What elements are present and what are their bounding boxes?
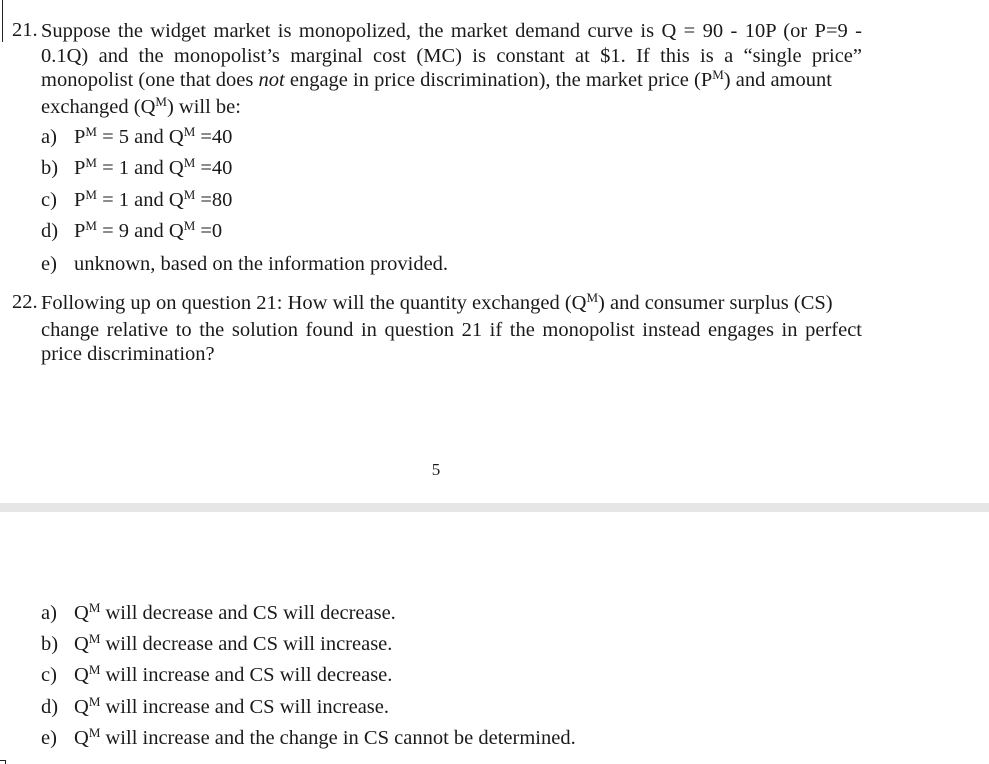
question-number: 21. (12, 19, 38, 41)
question-stem-line (41, 68, 862, 95)
question-stem-line: 0.1Q) and the monopolist’s marginal cost (MC) is constant at $1. If this is a “single price” (41, 44, 862, 67)
text-run: engage in price discrimination), the market price (P (284, 69, 713, 91)
text-run: monopolist (one that does (41, 69, 259, 91)
text-run: Q (74, 664, 89, 686)
superscript: M (85, 155, 97, 170)
text-run: P (74, 220, 86, 242)
superscript: M (88, 725, 101, 740)
text-run: will decrease and CS will increase. (100, 633, 393, 655)
superscript: M (88, 600, 101, 615)
question-22 (12, 291, 862, 367)
superscript: M (586, 290, 599, 305)
text-run: Following up on question 21: How will the quantity exchanged (Q (41, 292, 587, 314)
option-label: b) (41, 633, 59, 655)
text-run: exchanged (Q (41, 95, 156, 118)
text-run: will increase and the change in CS cannot be determined. (100, 727, 576, 749)
text-run: = 5 and Q (96, 126, 184, 148)
answer-option (41, 601, 396, 627)
question-number: 22. (12, 291, 38, 313)
answer-option (41, 156, 232, 182)
text-run: P (74, 189, 86, 211)
question-stem (41, 19, 862, 121)
text-run: ) and amount (723, 69, 832, 91)
question-stem (41, 291, 862, 367)
text-run: P (74, 126, 86, 148)
answer-option (41, 252, 448, 276)
text-run: Q (74, 633, 89, 655)
text-run: P (74, 157, 86, 179)
superscript: M (183, 155, 196, 170)
answer-option (41, 219, 222, 245)
text-run: =40 (195, 126, 233, 148)
answer-option (41, 726, 576, 752)
option-label: e) (41, 727, 57, 749)
superscript: M (712, 67, 724, 82)
answer-option (41, 188, 232, 214)
superscript: M (85, 187, 97, 202)
text-run: = 1 and Q (96, 157, 184, 179)
superscript: M (183, 124, 196, 139)
option-label: a) (41, 126, 57, 148)
question-stem-line: Suppose the widget market is monopolized, the market demand curve is Q = 90 - 10P (or P=9 - (41, 20, 862, 42)
text-run: will increase and CS will increase. (100, 696, 389, 718)
text-run: =40 (195, 157, 233, 179)
text-run: Q (74, 696, 89, 718)
option-label: e) (41, 253, 57, 275)
option-label: b) (41, 157, 59, 179)
answer-option (41, 632, 392, 658)
text-run: unknown, based on the information provided. (74, 253, 449, 275)
text-run: =0 (195, 220, 223, 242)
superscript: M (85, 124, 97, 139)
answer-option (41, 695, 389, 721)
option-label: a) (41, 602, 57, 624)
superscript: M (183, 187, 196, 202)
superscript: M (183, 218, 196, 233)
superscript: M (85, 218, 97, 233)
question-stem-line: change relative to the solution found in question 21 if the monopolist instead engages in perfect (41, 318, 862, 341)
text-run: will decrease and CS will decrease. (100, 602, 396, 624)
superscript: M (155, 93, 167, 109)
page-margin-mark (5, 760, 6, 764)
answer-option (41, 125, 232, 151)
option-label: d) (41, 220, 59, 242)
superscript: M (88, 631, 101, 646)
text-run: ) and consumer surplus (CS) (598, 292, 833, 314)
text-run: = 1 and Q (96, 189, 184, 211)
text-run: will increase and CS will decrease. (100, 664, 393, 686)
option-label: d) (41, 696, 59, 718)
page-number: 5 (431, 460, 441, 479)
question-stem-line (41, 291, 862, 318)
answer-option (41, 663, 392, 689)
superscript: M (88, 662, 101, 677)
question-stem-line: price discrimination? (41, 343, 215, 365)
question-21 (12, 19, 862, 121)
text-run: =80 (195, 189, 233, 211)
question-stem-line (41, 95, 862, 122)
text-run: Q (74, 727, 89, 749)
emphasis-text: not (258, 69, 285, 91)
text-run: ) will be: (166, 95, 241, 118)
text-run: Q (74, 602, 89, 624)
text-run: = 9 and Q (96, 220, 184, 242)
option-label: c) (41, 189, 57, 211)
page-separator (0, 503, 989, 512)
superscript: M (88, 694, 101, 709)
page-margin-mark (2, 0, 3, 42)
option-label: c) (41, 664, 57, 686)
